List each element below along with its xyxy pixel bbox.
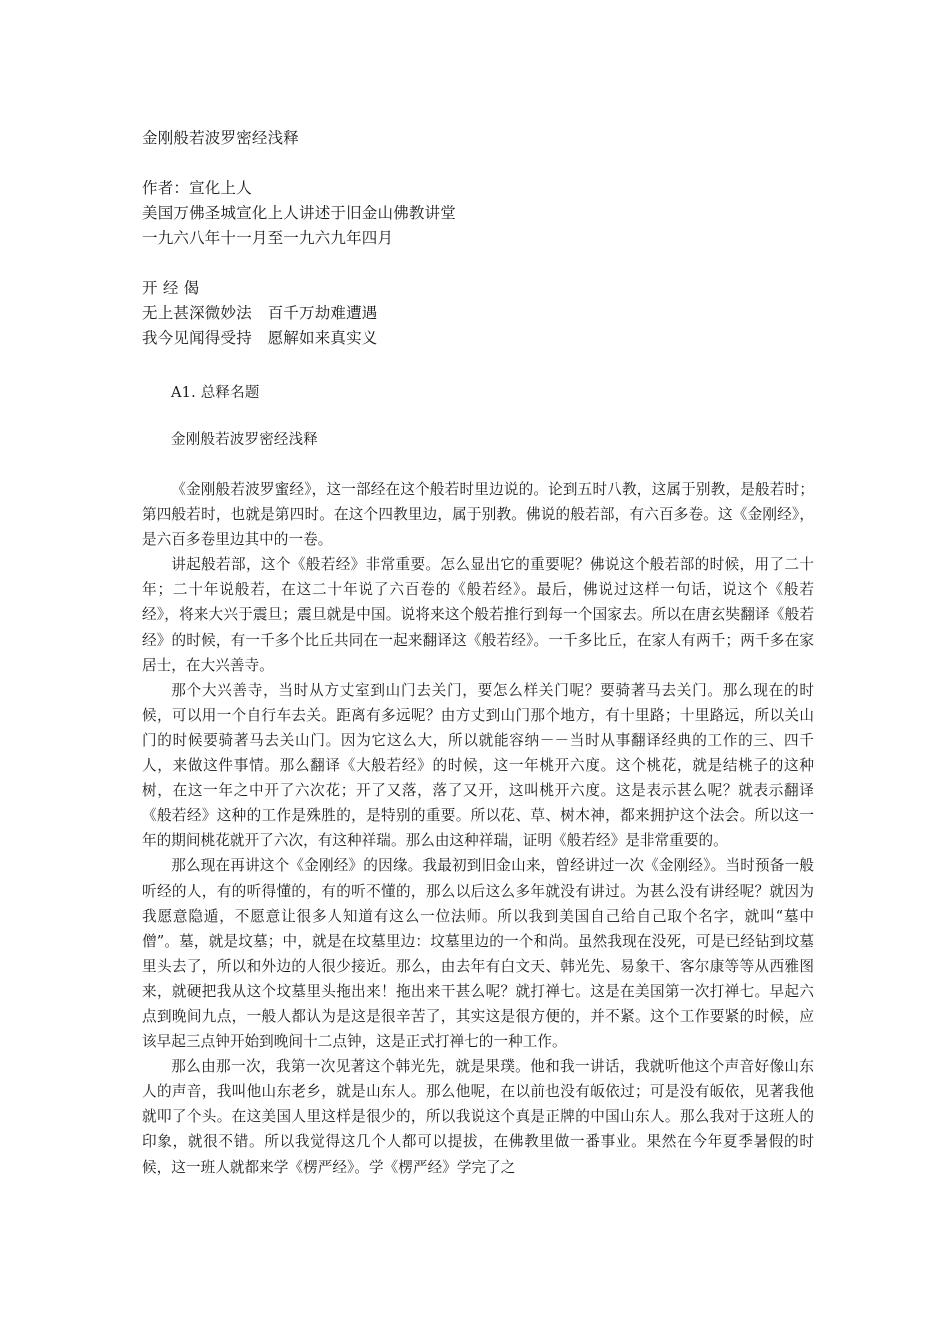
verse-line-2: 我今见闻得受持 愿解如来真实义 (142, 329, 378, 347)
meta-line-author: 作者：宣化上人 (142, 179, 252, 197)
paragraph: 那么由那一次，我第一次见著这个韩光先，就是果璞。他和我一讲话，我就听他这个声音好像山东人的声音，我叫他山东老乡，就是山东人。那么他呢，在以前也没有皈依过；可是没有皈依，见著我他就叩了个头。在这美国人里这样是很少的，所以我说这个真是正牌的中国山东人。那么我对于这班人的印象，就很不错。所以我觉得这几个人都可以提拔，在佛教里做一番事业。果然在今年夏季暑假的时候，这一班人就都来学《楞严经》。学《楞严经》学完了之 (142, 1058, 814, 1176)
section-heading-a1: A1. 总释名题 (171, 385, 260, 401)
meta-line-dates: 一九六八年十一月至一九六九年四月 (142, 229, 394, 247)
author-meta-block (142, 176, 814, 251)
paragraph: 那么现在再讲这个《金刚经》的因缘。我最初到旧金山来，曾经讲过一次《金刚经》。当时预备一般听经的人，有的听得懂的，有的听不懂的，那么以后这么多年就没有讲过。为甚么没有讲经呢？就因为我愿意隐遁，不愿意让很多人知道有这么一位法师。所以我到美国自己给自己取个名字，就叫“墓中僧”。墓，就是坟墓；中，就是在坟墓里边：坟墓里边的一个和尚。虽然我现在没死，可是已经钻到坟墓里头去了，所以和外边的人很少接近。那么，由去年有白文天、韩光先、易象干、客尔康等等从西雅图来，就硬把我从这个坟墓里头拖出来！拖出来干甚么呢？就打禅七。这是在美国第一次打禅七。早起六点到晚间九点，一般人都认为是这是很辛苦了，其实这是很方便的，并不紧。这个工作要紧的时候，应该早起三点钟开始到晚间十二点钟，这是正式打禅七的一种工作。 (142, 857, 814, 1051)
sub-body-spacer (142, 453, 814, 477)
paragraph: 那个大兴善寺，当时从方丈室到山门去关门，要怎么样关门呢？要骑著马去关门。那么现在的时候，可以用一个自行车去关。距离有多远呢？由方丈到山门那个地方，有十里路；十里路远，所以关山门的时候要骑著马去关山门。因为它这么大，所以就能容纳－－当时从事翻译经典的工作的三、四千人，来做这件事情。那么翻译《大般若经》的时候，这一年桃开六度。这个桃花，就是结桃子的这种树，在这一年之中开了六次花；开了又落，落了又开，这叫桃开六度。这是表示甚么呢？就表示翻译《般若经》这种的工作是殊胜的，是特别的重要。所以花、草、树木神，都来拥护这个法会。所以这一年的期间桃花就开了六次，有这种祥瑞。那么由这种祥瑞，证明《般若经》是非常重要的。 (142, 681, 814, 850)
section-sub-spacer (142, 406, 814, 428)
verse-section-spacer (142, 351, 814, 381)
meta-verse-spacer (142, 251, 814, 276)
body-text-block (142, 477, 814, 1180)
page-content (142, 126, 814, 1180)
document-title: 金刚般若波罗密经浅释 (142, 129, 300, 147)
paragraph: 《金刚般若波罗蜜经》，这一部经在这个般若时里边说的。论到五时八教，这属于别教，是般若时；第四般若时，也就是第四时。在这个四教里边，属于别教。佛说的般若部，有六百多卷。这《金刚经》，是六百多卷里边其中的一卷。 (142, 481, 814, 549)
opening-verse-block (142, 276, 814, 351)
meta-line-venue: 美国万佛圣城宣化上人讲述于旧金山佛教讲堂 (142, 204, 457, 222)
title-meta-spacer (142, 151, 814, 176)
sub-heading-sutra-name: 金刚般若波罗密经浅释 (171, 432, 318, 448)
verse-heading: 开 经 偈 (142, 279, 200, 297)
paragraph: 讲起般若部，这个《般若经》非常重要。怎么显出它的重要呢？佛说这个般若部的时候，用了二十年；二十年说般若，在这二十年说了六百卷的《般若经》。最后，佛说过这样一句话，说这个《般若经》，将来大兴于震旦；震旦就是中国。说将来这个般若推行到每一个国家去。所以在唐玄奘翻译《般若经》的时候，有一千多个比丘共同在一起来翻译这《般若经》。一千多比丘，在家人有两千；两千多在家居士，在大兴善寺。 (142, 556, 814, 674)
verse-line-1: 无上甚深微妙法 百千万劫难遭遇 (142, 304, 378, 322)
